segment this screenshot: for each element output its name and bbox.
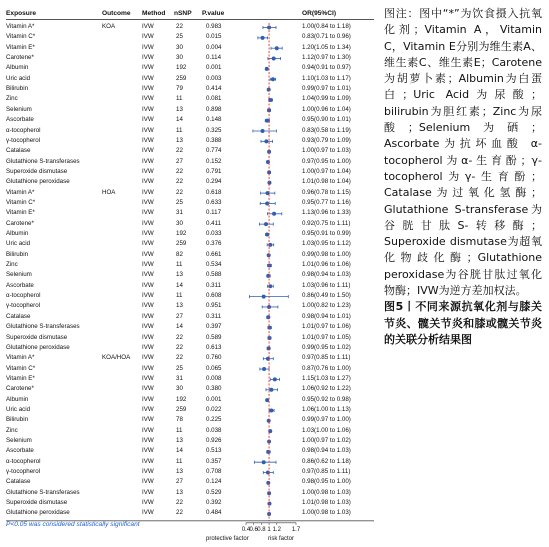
exposure-cell: Glutathione peroxidase — [6, 343, 70, 351]
method-cell: IVW — [142, 105, 154, 113]
exposure-cell: α-tocopherol — [6, 126, 41, 134]
exposure-cell: Albumin — [6, 230, 29, 237]
pvalue-cell: 0.760 — [206, 354, 222, 362]
pvalue-cell: 0.008 — [206, 374, 222, 382]
pvalue-cell: 0.392 — [206, 499, 222, 507]
nsnp-cell: 14 — [176, 116, 183, 124]
exposure-cell: Catalase — [6, 478, 31, 486]
pvalue-cell: 0.529 — [206, 488, 222, 496]
nsnp-cell: 27 — [176, 312, 183, 320]
x-tick-label: 0.4 — [241, 526, 251, 533]
exposure-cell: Ascorbate — [6, 281, 34, 289]
method-cell: IVW — [142, 302, 154, 310]
or-point — [265, 233, 269, 237]
exposure-cell: Vitamin A* — [6, 354, 35, 362]
or-ci-cell: 1.13(0.96 to 1.33) — [302, 209, 351, 217]
pvalue-cell: 0.414 — [206, 85, 222, 93]
exposure-cell: γ-tocopherol — [6, 302, 41, 310]
nsnp-cell: 82 — [176, 250, 183, 258]
nsnp-cell: 31 — [176, 209, 183, 217]
nsnp-cell: 11 — [176, 292, 183, 300]
nsnp-cell: 25 — [176, 33, 183, 41]
exposure-cell: Vitamin C* — [6, 364, 36, 372]
nsnp-cell: 22 — [176, 499, 183, 507]
or-ci-cell: 0.95(0.77 to 1.16) — [302, 198, 351, 206]
method-cell: IVW — [142, 333, 154, 341]
or-point — [261, 129, 265, 133]
pvalue-cell: 0.380 — [206, 385, 222, 393]
pvalue-cell: 0.311 — [206, 281, 222, 289]
pvalue-cell: 0.003 — [206, 74, 222, 82]
header-exposure: Exposure — [6, 10, 37, 17]
nsnp-cell: 30 — [176, 54, 183, 62]
nsnp-cell: 22 — [176, 167, 183, 175]
pvalue-cell: 0.388 — [206, 136, 222, 144]
nsnp-cell: 192 — [176, 230, 187, 237]
nsnp-cell: 13 — [176, 302, 183, 310]
or-ci-cell: 0.98(0.94 to 1.03) — [302, 271, 351, 279]
pvalue-cell: 0.588 — [206, 271, 222, 279]
pvalue-cell: 0.411 — [206, 219, 222, 227]
method-cell: IVW — [142, 167, 154, 175]
exposure-cell: γ-tocopherol — [6, 136, 41, 144]
method-cell: IVW — [142, 488, 154, 496]
nsnp-cell: 25 — [176, 198, 183, 206]
or-point — [265, 201, 269, 205]
or-ci-cell: 0.98(0.95 to 1.00) — [302, 478, 351, 486]
pvalue-cell: 0.608 — [206, 292, 222, 300]
method-cell: IVW — [142, 374, 154, 382]
or-ci-cell: 0.93(0.79 to 1.09) — [302, 136, 351, 144]
nsnp-cell: 13 — [176, 136, 183, 144]
method-cell: IVW — [142, 33, 154, 41]
or-ci-cell: 0.95(0.92 to 0.98) — [302, 395, 351, 403]
nsnp-cell: 13 — [176, 437, 183, 444]
or-ci-cell: 0.94(0.91 to 0.97) — [302, 64, 351, 72]
pvalue-cell: 0.148 — [206, 116, 222, 124]
nsnp-cell: 259 — [176, 240, 187, 248]
or-point — [264, 139, 268, 143]
pvalue-cell: 0.791 — [206, 167, 222, 175]
or-ci-cell: 0.86(0.62 to 1.18) — [302, 457, 351, 465]
pvalue-cell: 0.004 — [206, 43, 222, 51]
pvalue-cell: 0.613 — [206, 343, 222, 351]
pvalue-cell: 0.001 — [206, 64, 222, 72]
or-ci-cell: 1.00(0.97 to 1.03) — [302, 147, 351, 155]
or-ci-cell: 1.01(0.98 to 1.04) — [302, 178, 351, 186]
method-cell: IVW — [142, 157, 154, 165]
or-ci-cell: 1.01(0.98 to 1.03) — [302, 499, 351, 507]
method-cell: IVW — [142, 240, 154, 248]
method-cell: IVW — [142, 271, 154, 279]
or-ci-cell: 0.86(0.49 to 1.50) — [302, 292, 351, 300]
pvalue-cell: 0.124 — [206, 478, 222, 486]
exposure-cell: Glutathione peroxidase — [6, 178, 70, 186]
exposure-cell: Ascorbate — [6, 447, 34, 455]
nsnp-cell: 13 — [176, 468, 183, 476]
pvalue-cell: 0.311 — [206, 312, 222, 320]
x-tick-label: 1.7 — [291, 526, 301, 533]
or-ci-cell: 1.01(0.96 to 1.06) — [302, 261, 351, 269]
method-cell: IVW — [142, 364, 154, 372]
exposure-cell: Bilirubin — [6, 416, 29, 424]
exposure-cell: Glutathione S-transferases — [6, 157, 80, 165]
or-ci-cell: 0.97(0.95 to 1.00) — [302, 157, 351, 165]
or-ci-cell: 0.83(0.58 to 1.19) — [302, 126, 351, 134]
method-cell: IVW — [142, 447, 154, 455]
pvalue-cell: 0.065 — [206, 364, 222, 372]
pvalue-cell: 0.152 — [206, 157, 222, 165]
exposure-cell: Zinc — [6, 261, 18, 269]
or-ci-cell: 1.04(0.99 to 1.09) — [302, 95, 351, 103]
or-point — [266, 481, 270, 485]
exposure-cell: Vitamin E* — [6, 374, 35, 382]
or-ci-cell: 0.99(0.97 to 1.01) — [302, 85, 351, 93]
exposure-cell: Bilirubin — [6, 250, 29, 258]
or-point — [269, 408, 273, 412]
method-cell: IVW — [142, 147, 154, 155]
pvalue-cell: 0.033 — [206, 230, 222, 237]
method-cell: IVW — [142, 281, 154, 289]
nsnp-cell: 22 — [176, 354, 183, 362]
nsnp-cell: 192 — [176, 64, 187, 72]
method-cell: IVW — [142, 343, 154, 351]
pvalue-cell: 0.589 — [206, 333, 222, 341]
or-ci-cell: 0.99(0.97 to 1.00) — [302, 416, 351, 424]
exposure-cell: Glutathione peroxidase — [6, 509, 70, 517]
pvalue-cell: 0.357 — [206, 457, 222, 465]
exposure-cell: α-tocopherol — [6, 457, 41, 465]
or-point — [266, 450, 270, 454]
nsnp-cell: 30 — [176, 219, 183, 227]
outcome-cell: KOA/HOA — [102, 354, 131, 362]
or-ci-cell: 1.10(1.03 to 1.17) — [302, 74, 351, 82]
exposure-cell: Catalase — [6, 147, 31, 155]
or-ci-cell: 0.97(0.85 to 1.11) — [302, 468, 351, 476]
or-ci-cell: 1.03(0.96 to 1.11) — [302, 281, 351, 289]
exposure-cell: Selenium — [6, 437, 32, 444]
or-ci-cell: 1.01(0.97 to 1.06) — [302, 323, 351, 331]
method-cell: IVW — [142, 188, 154, 196]
or-ci-cell: 1.00(0.84 to 1.18) — [302, 23, 351, 30]
exposure-cell: γ-tocopherol — [6, 468, 41, 476]
method-cell: IVW — [142, 95, 154, 103]
method-cell: IVW — [142, 64, 154, 72]
nsnp-cell: 30 — [176, 43, 183, 51]
nsnp-cell: 31 — [176, 374, 183, 382]
pvalue-cell: 0.081 — [206, 95, 222, 103]
nsnp-cell: 22 — [176, 509, 183, 517]
or-point — [265, 119, 269, 123]
or-ci-cell: 1.00(0.82 to 1.23) — [302, 302, 351, 310]
exposure-cell: Selenium — [6, 271, 32, 279]
pvalue-cell: 0.376 — [206, 240, 222, 248]
or-ci-cell: 1.01(0.97 to 1.05) — [302, 333, 351, 341]
pvalue-cell: 0.633 — [206, 198, 222, 206]
or-point — [265, 67, 269, 71]
nsnp-cell: 22 — [176, 178, 183, 186]
nsnp-cell: 11 — [176, 457, 183, 465]
figure-caption — [384, 6, 542, 348]
method-cell: IVW — [142, 312, 154, 320]
pvalue-cell: 0.898 — [206, 105, 222, 113]
pvalue-cell: 0.294 — [206, 178, 222, 186]
or-point — [272, 212, 276, 216]
or-ci-cell: 1.00(0.97 to 1.04) — [302, 167, 351, 175]
or-ci-cell: 0.97(0.85 to 1.11) — [302, 354, 351, 362]
nsnp-cell: 14 — [176, 447, 183, 455]
method-cell: IVW — [142, 354, 154, 362]
method-cell: IVW — [142, 499, 154, 507]
or-ci-cell: 1.20(1.05 to 1.34) — [302, 43, 351, 51]
method-cell: IVW — [142, 23, 154, 30]
nsnp-cell: 78 — [176, 416, 183, 424]
pvalue-cell: 0.774 — [206, 147, 222, 155]
pvalue-cell: 0.983 — [206, 23, 222, 30]
nsnp-cell: 11 — [176, 126, 183, 134]
x-label-risk: risk factor — [268, 535, 295, 542]
nsnp-cell: 22 — [176, 188, 183, 196]
outcome-cell: HOA — [102, 188, 116, 196]
or-point — [273, 377, 277, 381]
or-point — [262, 295, 266, 299]
pvalue-cell: 0.001 — [206, 395, 222, 403]
pvalue-cell: 0.022 — [206, 405, 222, 413]
nsnp-cell: 79 — [176, 85, 183, 93]
method-cell: IVW — [142, 478, 154, 486]
nsnp-cell: 27 — [176, 478, 183, 486]
or-ci-cell: 1.15(1.03 to 1.27) — [302, 374, 351, 382]
exposure-cell: Uric acid — [6, 405, 31, 413]
or-point — [272, 57, 276, 61]
pvalue-cell: 0.951 — [206, 302, 222, 310]
header-or: OR(95%CI) — [302, 10, 337, 17]
method-cell: IVW — [142, 416, 154, 424]
exposure-cell: Carotene* — [6, 219, 34, 227]
pvalue-cell: 0.618 — [206, 188, 222, 196]
x-tick-label: 1 — [267, 526, 271, 533]
or-point — [266, 315, 270, 319]
exposure-cell: Superoxide dismutase — [6, 499, 68, 507]
or-ci-cell: 1.03(1.00 to 1.06) — [302, 426, 351, 434]
or-ci-cell: 0.99(0.95 to 1.02) — [302, 343, 351, 351]
pvalue-cell: 0.038 — [206, 426, 222, 434]
method-cell: IVW — [142, 385, 154, 393]
header-nsnp: nSNP — [174, 10, 192, 17]
exposure-cell: Uric acid — [6, 240, 31, 248]
nsnp-cell: 27 — [176, 157, 183, 165]
exposure-cell: Ascorbate — [6, 116, 34, 124]
method-cell: IVW — [142, 126, 154, 134]
or-point — [264, 222, 268, 226]
exposure-cell: Zinc — [6, 95, 18, 103]
method-cell: IVW — [142, 250, 154, 258]
or-ci-cell: 1.00(0.96 to 1.04) — [302, 105, 351, 113]
or-ci-cell: 1.12(0.97 to 1.30) — [302, 54, 351, 62]
caption-note: 图注：图中“*”为饮食摄入抗氧化剂；Vitamin A，Vitamin C，Vitamin E分别为维生素A、维生素C、维生素E；Carotene为胡萝卜素；Albumin为白蛋白；Uric Acid为尿酸；bilirubin为胆红素；Zinc为尿酸；Selenium为硒；Ascorbate为抗坏血酸 α-tocopherol为α-生育酚；γ-tocopherol为γ-生育酚；Catalase为过氧化氢酶；Glutathione S-transferase为谷胱甘肽S-转移酶；Superoxide dismutase为超氧化物歧化酶；Glutathione peroxidase为谷胱甘肽过氧化物酶；IVW为逆方差加权法。 — [384, 7, 542, 298]
or-point — [265, 398, 269, 402]
method-cell: IVW — [142, 437, 154, 444]
x-tick-label: 0.6 — [249, 526, 258, 533]
or-ci-cell: 0.83(0.71 to 0.96) — [302, 33, 351, 41]
pvalue-cell: 0.397 — [206, 323, 222, 331]
pvalue-cell: 0.225 — [206, 416, 222, 424]
exposure-cell: Superoxide dismutase — [6, 167, 68, 175]
or-ci-cell: 0.98(0.94 to 1.03) — [302, 447, 351, 455]
method-cell: IVW — [142, 43, 154, 51]
nsnp-cell: 14 — [176, 281, 183, 289]
method-cell: IVW — [142, 230, 154, 237]
outcome-cell: KOA — [102, 23, 116, 30]
or-ci-cell: 0.87(0.76 to 1.00) — [302, 364, 351, 372]
or-ci-cell: 1.06(1.00 to 1.13) — [302, 405, 351, 413]
header-method: Method — [142, 10, 166, 17]
exposure-cell: Carotene* — [6, 54, 34, 62]
method-cell: IVW — [142, 209, 154, 217]
nsnp-cell: 11 — [176, 426, 183, 434]
or-ci-cell: 0.99(0.98 to 1.00) — [302, 250, 351, 258]
nsnp-cell: 14 — [176, 323, 183, 331]
pvalue-cell: 0.117 — [206, 209, 222, 217]
exposure-cell: Vitamin E* — [6, 43, 35, 51]
pvalue-cell: 0.534 — [206, 261, 222, 269]
exposure-cell: Uric acid — [6, 74, 31, 82]
exposure-cell: α-tocopherol — [6, 292, 41, 300]
exposure-cell: Superoxide dismutase — [6, 333, 68, 341]
method-cell: IVW — [142, 219, 154, 227]
caption-title: 图5丨不同来源抗氧化剂与膝关节炎、髋关节炎和膝或髋关节炎的关联分析结果图 — [384, 300, 542, 346]
method-cell: IVW — [142, 136, 154, 144]
or-ci-cell: 1.00(0.97 to 1.02) — [302, 437, 351, 444]
or-point — [266, 274, 270, 278]
exposure-cell: Bilirubin — [6, 85, 29, 93]
pvalue-cell: 0.484 — [206, 509, 222, 517]
nsnp-cell: 22 — [176, 343, 183, 351]
or-point — [271, 77, 275, 81]
or-ci-cell: 0.95(0.91 to 0.99) — [302, 230, 351, 237]
exposure-cell: Vitamin A* — [6, 23, 35, 30]
method-cell: IVW — [142, 74, 154, 82]
or-ci-cell: 1.00(0.98 to 1.03) — [302, 488, 351, 496]
or-ci-cell: 0.96(0.78 to 1.15) — [302, 188, 351, 196]
exposure-cell: Catalase — [6, 312, 31, 320]
or-ci-cell: 1.00(0.98 to 1.03) — [302, 509, 351, 517]
pvalue-cell: 0.513 — [206, 447, 222, 455]
or-ci-cell: 0.95(0.90 to 1.01) — [302, 116, 351, 124]
pvalue-cell: 0.661 — [206, 250, 222, 258]
header-pvalue: P.value — [202, 10, 225, 17]
nsnp-cell: 259 — [176, 405, 187, 413]
method-cell: IVW — [142, 468, 154, 476]
nsnp-cell: 259 — [176, 74, 187, 82]
or-point — [262, 460, 266, 464]
pvalue-cell: 0.325 — [206, 126, 222, 134]
exposure-cell: Glutathione S-transferases — [6, 323, 80, 331]
nsnp-cell: 11 — [176, 261, 183, 269]
pvalue-cell: 0.114 — [206, 54, 222, 62]
method-cell: IVW — [142, 178, 154, 186]
method-cell: IVW — [142, 261, 154, 269]
nsnp-cell: 192 — [176, 395, 187, 403]
exposure-cell: Albumin — [6, 395, 29, 403]
pvalue-cell: 0.015 — [206, 33, 222, 41]
nsnp-cell: 22 — [176, 333, 183, 341]
or-ci-cell: 0.92(0.75 to 1.11) — [302, 219, 351, 227]
exposure-cell: Albumin — [6, 64, 29, 72]
nsnp-cell: 11 — [176, 95, 183, 103]
or-point — [261, 36, 265, 40]
x-tick-label: 1.2 — [272, 526, 281, 533]
method-cell: IVW — [142, 405, 154, 413]
method-cell: IVW — [142, 85, 154, 93]
exposure-cell: Selenium — [6, 105, 32, 113]
exposure-cell: Vitamin A* — [6, 188, 35, 196]
or-point — [275, 46, 279, 50]
header-outcome: Outcome — [102, 10, 131, 17]
pvalue-cell: 0.926 — [206, 437, 222, 444]
method-cell: IVW — [142, 54, 154, 62]
nsnp-cell: 30 — [176, 385, 183, 393]
method-cell: IVW — [142, 198, 154, 206]
method-cell: IVW — [142, 292, 154, 300]
exposure-cell: Vitamin C* — [6, 198, 36, 206]
method-cell: IVW — [142, 509, 154, 517]
x-tick-label: 0.8 — [257, 526, 266, 533]
nsnp-cell: 22 — [176, 23, 183, 30]
exposure-cell: Carotene* — [6, 385, 34, 393]
method-cell: IVW — [142, 426, 154, 434]
or-ci-cell: 1.06(0.92 to 1.22) — [302, 385, 351, 393]
exposure-cell: Vitamin E* — [6, 209, 35, 217]
method-cell: IVW — [142, 457, 154, 465]
nsnp-cell: 13 — [176, 488, 183, 496]
nsnp-cell: 13 — [176, 105, 183, 113]
method-cell: IVW — [142, 116, 154, 124]
or-ci-cell: 0.98(0.94 to 1.01) — [302, 312, 351, 320]
or-point — [262, 367, 266, 371]
or-ci-cell: 1.03(0.95 to 1.12) — [302, 240, 351, 248]
pvalue-cell: 0.708 — [206, 468, 222, 476]
exposure-cell: Glutathione S-transferases — [6, 488, 80, 496]
method-cell: IVW — [142, 395, 154, 403]
method-cell: IVW — [142, 323, 154, 331]
nsnp-cell: 22 — [176, 147, 183, 155]
exposure-cell: Zinc — [6, 426, 18, 434]
x-label-protective: protective factor — [206, 535, 249, 542]
footnote: P<0.05 was considered statistically significant — [6, 521, 140, 528]
nsnp-cell: 25 — [176, 364, 183, 372]
or-point — [269, 388, 273, 392]
nsnp-cell: 13 — [176, 271, 183, 279]
exposure-cell: Vitamin C* — [6, 33, 36, 41]
